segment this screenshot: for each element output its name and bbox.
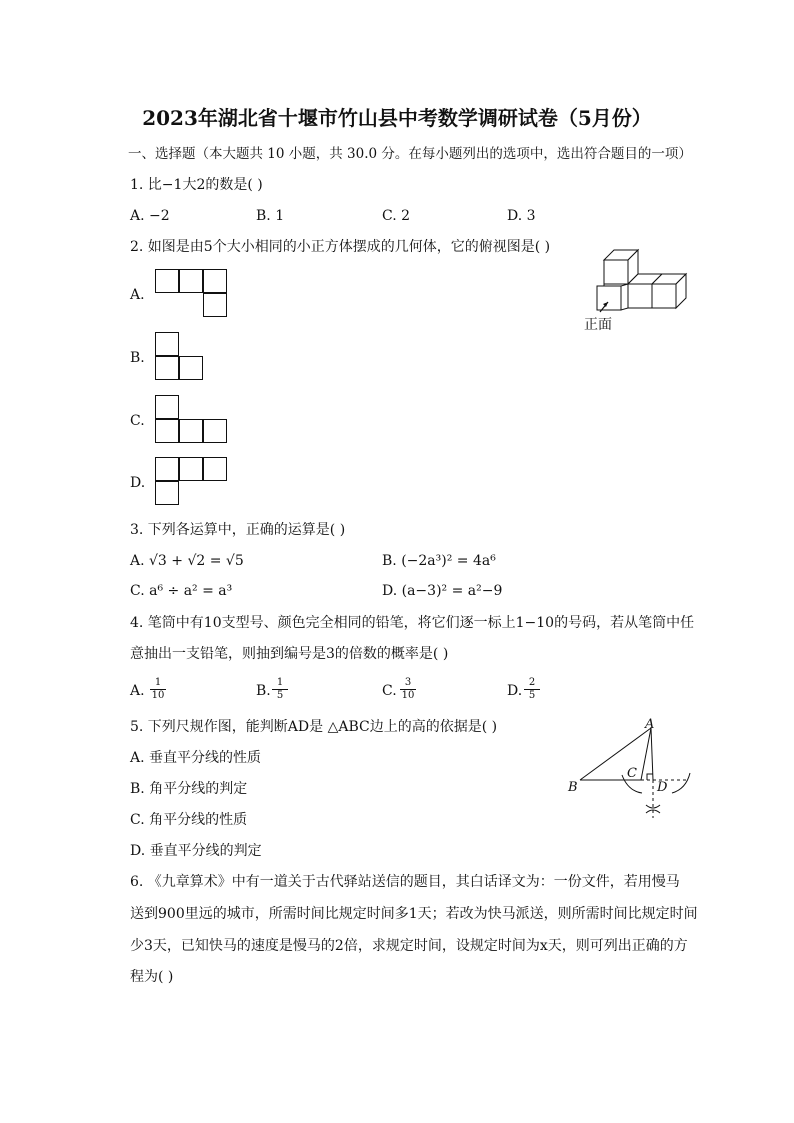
q5-option-b: B. 角平分线的判定 bbox=[130, 781, 248, 797]
question-4-stem-line1: 4. 笔筒中有10支型号、颜色完全相同的铅笔，将它们逐一标上1−10的号码，若从笔筒中任 bbox=[130, 615, 695, 631]
q5-option-a: A. 垂直平分线的性质 bbox=[130, 750, 262, 766]
q4-option-a-numerator: 1 bbox=[150, 678, 166, 690]
question-1-stem: 1. 比−1大2的数是( ) bbox=[130, 177, 263, 193]
q5-option-d: D. 垂直平分线的判定 bbox=[130, 843, 262, 859]
q3-option-c: C. a⁶ ÷ a² = a³ bbox=[130, 583, 233, 599]
q2-option-d: D. bbox=[130, 475, 146, 491]
q4-option-d-numerator: 2 bbox=[524, 678, 540, 690]
question-6-line4: 程为( ) bbox=[130, 969, 174, 985]
q4-option-c-denominator: 10 bbox=[401, 690, 415, 701]
q2-option-c: C. bbox=[130, 413, 145, 429]
q4-option-a-denominator: 10 bbox=[151, 690, 165, 701]
page-title: 2023年湖北省十堰市竹山县中考数学调研试卷（5月份） bbox=[142, 106, 652, 130]
point-b-label: B bbox=[568, 780, 578, 795]
q1-option-a: A. −2 bbox=[130, 208, 170, 224]
question-3-stem: 3. 下列各运算中，正确的运算是( ) bbox=[130, 522, 346, 538]
q4-option-b-denominator: 5 bbox=[276, 690, 284, 701]
q2-option-a-grid bbox=[155, 269, 230, 319]
q4-option-a-fraction bbox=[150, 678, 166, 701]
question-6-line3: 少3天，已知快马的速度是慢马的2倍，求规定时间，设规定时间为x天，则可列出正确的方 bbox=[130, 938, 688, 954]
point-a-label: A bbox=[645, 717, 655, 732]
q4-option-a-label: A. bbox=[130, 683, 145, 699]
q4-option-d-fraction bbox=[524, 678, 540, 701]
question-5-stem: 5. 下列尺规作图，能判断AD是 △ABC边上的高的依据是( ) bbox=[130, 719, 498, 735]
q4-option-d-label: D. bbox=[507, 683, 523, 699]
q3-option-b: B. (−2a³)² = 4a⁶ bbox=[382, 553, 496, 569]
q4-option-c-label: C. bbox=[382, 683, 397, 699]
question-2-stem: 2. 如图是由5个大小相同的小正方体摆成的几何体，它的俯视图是( ) bbox=[130, 239, 551, 255]
q4-option-b-label: B. bbox=[256, 683, 271, 699]
question-6-line2: 送到900里远的城市，所需时间比规定时间多1天；若改为快马派送，则所需时间比规定时间 bbox=[130, 906, 698, 922]
q4-option-d-denominator: 5 bbox=[528, 690, 536, 701]
q2-option-d-grid bbox=[155, 457, 230, 507]
q3-option-d: D. (a−3)² = a²−9 bbox=[382, 583, 503, 599]
q2-option-b-grid bbox=[155, 332, 205, 382]
question-6-line1: 6. 《九章算术》中有一道关于古代驿站送信的题目，其白话译文为：一份文件，若用慢马 bbox=[130, 874, 680, 890]
q1-option-c: C. 2 bbox=[382, 208, 411, 224]
q2-option-c-grid bbox=[155, 395, 230, 445]
q4-option-c-numerator: 3 bbox=[400, 678, 416, 690]
q2-option-b: B. bbox=[130, 350, 145, 366]
q4-option-b-numerator: 1 bbox=[272, 678, 288, 690]
point-d-label: D bbox=[657, 780, 668, 795]
point-c-label: C bbox=[627, 766, 637, 781]
q5-option-c: C. 角平分线的性质 bbox=[130, 812, 248, 828]
q2-option-a: A. bbox=[130, 287, 145, 303]
section-header: 一、选择题（本大题共 10 小题，共 30.0 分。在每小题列出的选项中，选出符合题目的一项） bbox=[128, 146, 692, 162]
question-4-stem-line2: 意抽出一支铅笔，则抽到编号是3的倍数的概率是( ) bbox=[130, 646, 449, 662]
q1-option-d: D. 3 bbox=[507, 208, 536, 224]
front-label: 正面 bbox=[584, 317, 612, 333]
q4-option-c-fraction bbox=[400, 678, 416, 701]
q1-option-b: B. 1 bbox=[256, 208, 285, 224]
q3-option-a: A. √3 + √2 = √5 bbox=[130, 553, 244, 569]
q4-option-b-fraction bbox=[272, 678, 288, 701]
